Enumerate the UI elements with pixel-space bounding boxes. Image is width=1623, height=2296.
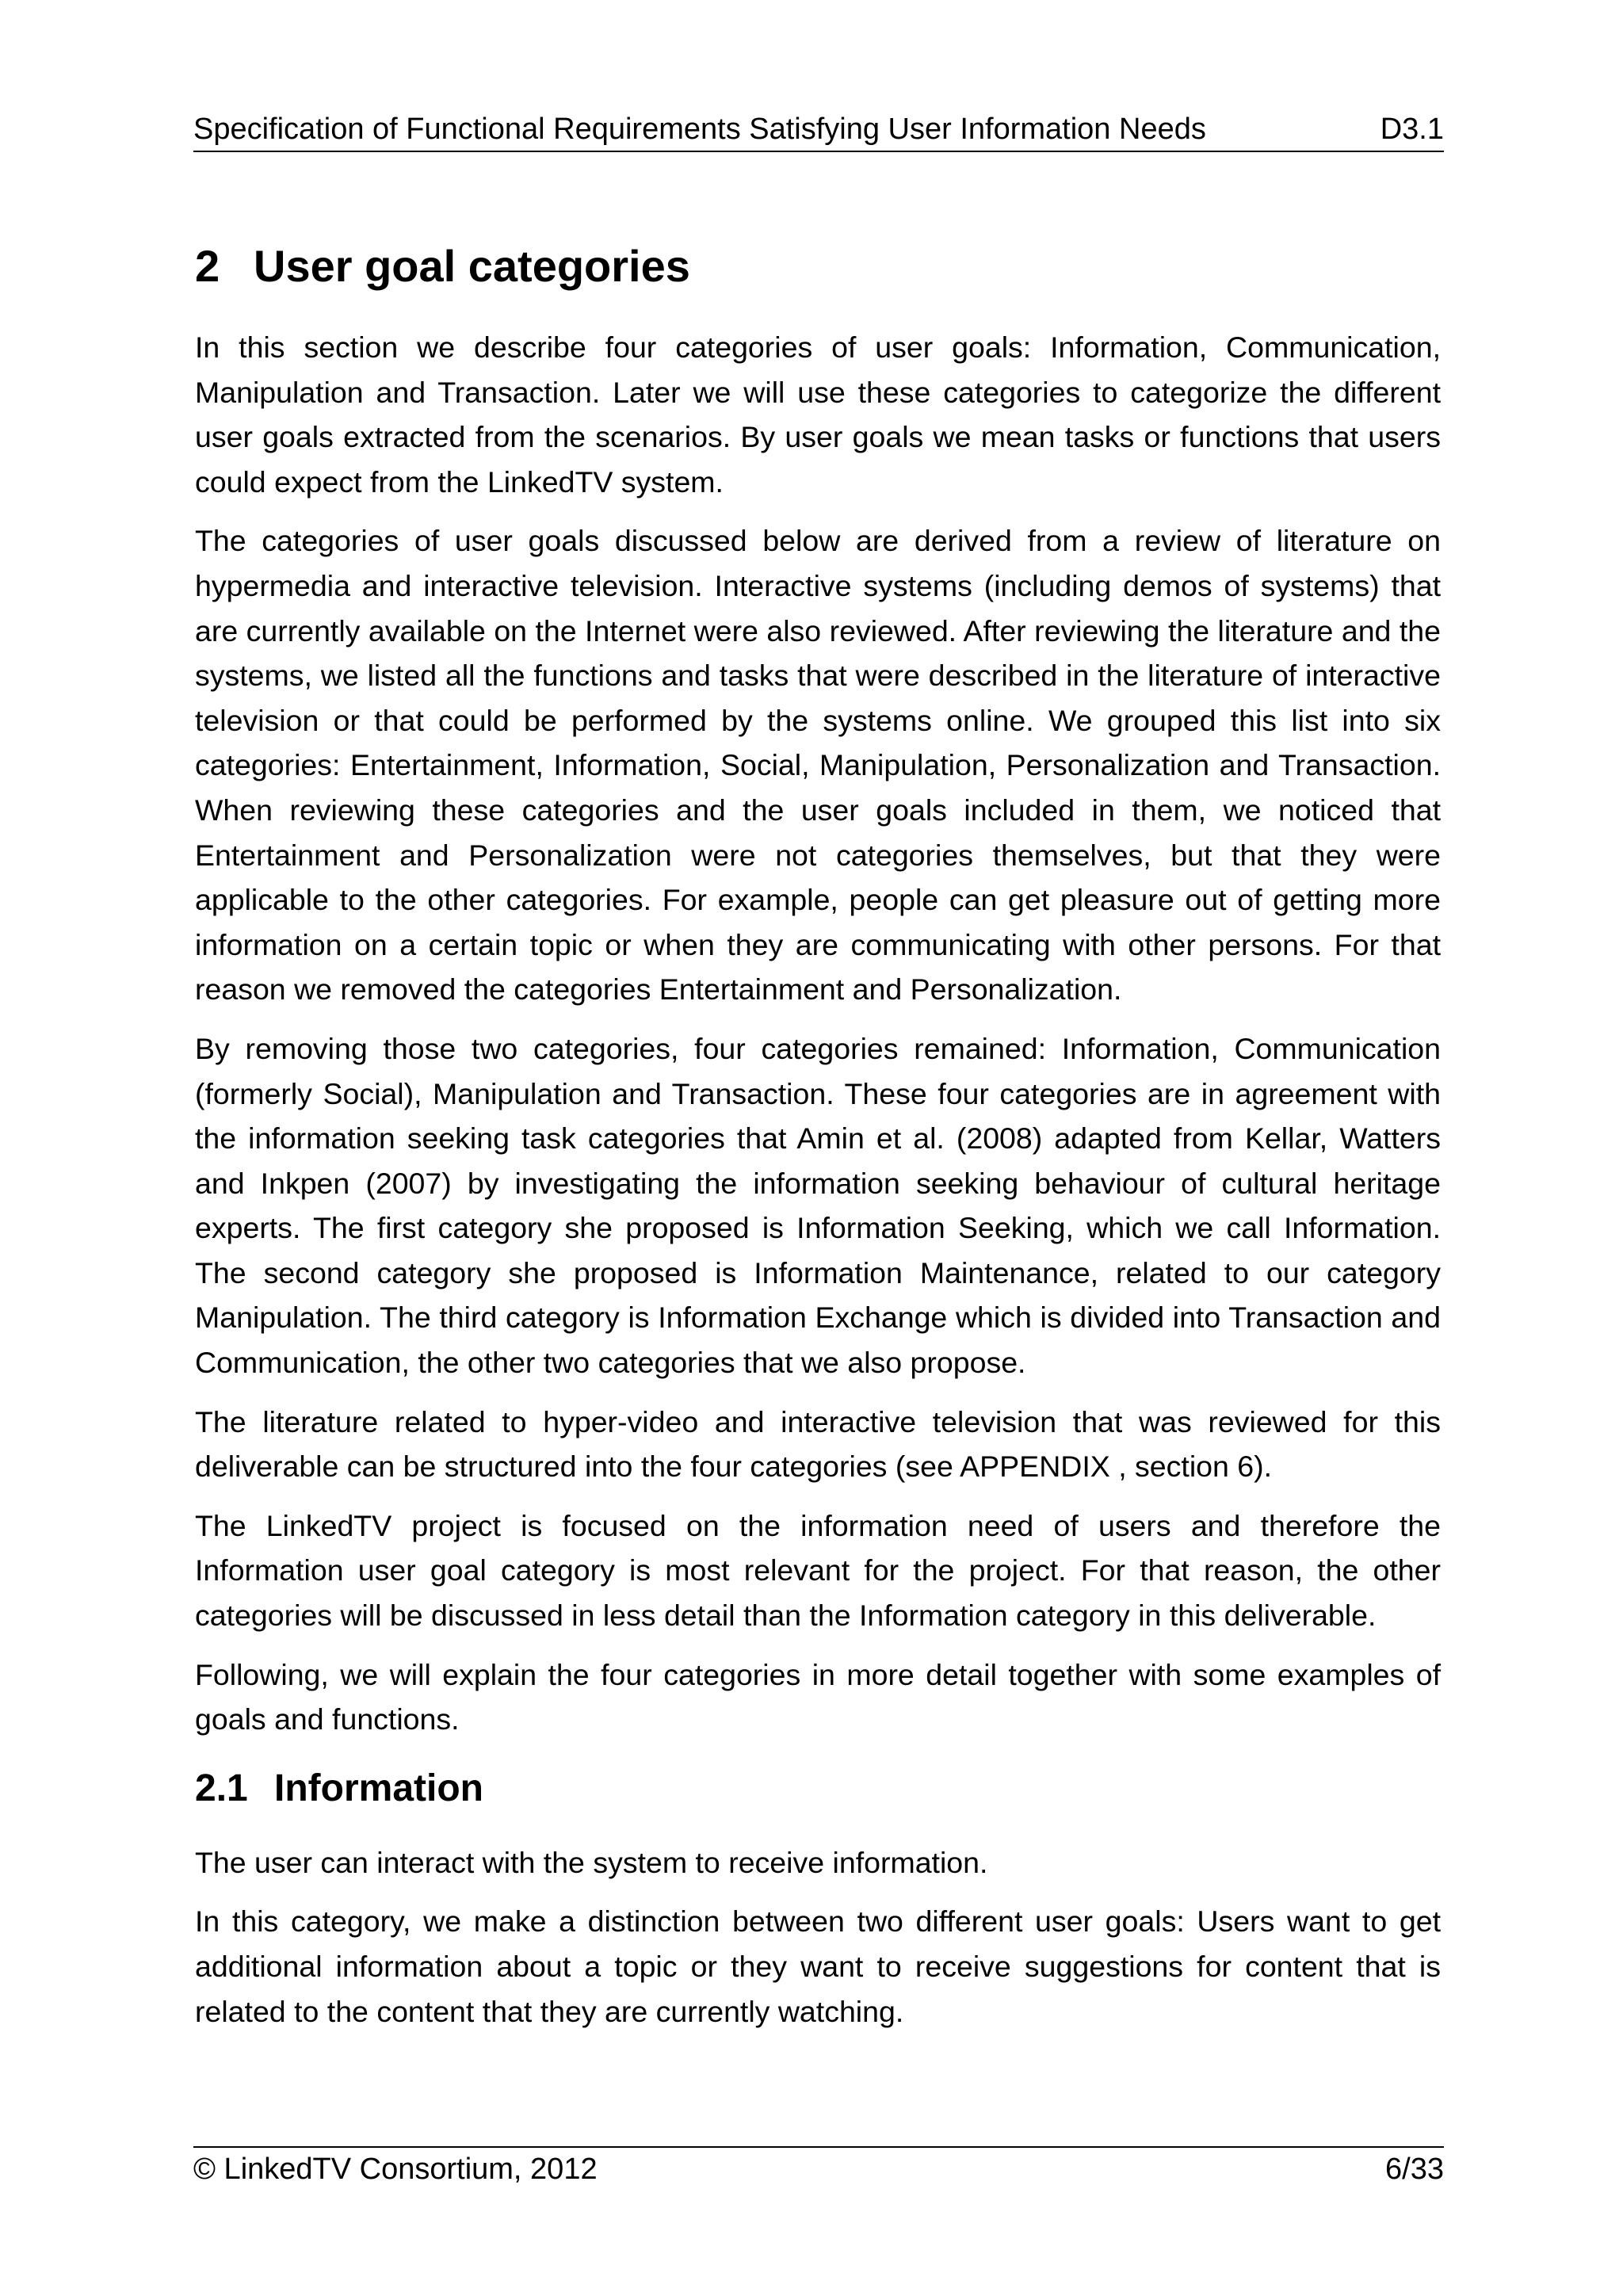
footer-copyright: © LinkedTV Consortium, 2012 [193,2153,598,2186]
section-heading [195,238,1441,295]
section-paragraph: By removing those two categories, four categories remained: Information, Communication (formerly Social), Manipulation and Transaction. These four categories are in agreement with the information seeking task categories that Amin et al. (2008) adapted from Kellar, Watters and Inkpen (2007) by investigating the information seeking behaviour of cultural heritage experts. The first category she proposed is Information Seeking, which we call Information. The second category she proposed is Information Maintenance, related to our category Manipulation. The third category is Information Exchange which is divided into Transaction and Communication, the other two categories that we also propose. [195,1031,1441,1380]
subsection-paragraph: The user can interact with the system to receive information. [195,1845,988,1879]
section-paragraph: In this section we describe four categories of user goals: Information, Communication, Manipulation and Transaction. Later we will use these categories to categorize the different user goals extracted from the scenarios. By user goals we mean tasks or functions that users could expect from the LinkedTV system. [195,330,1441,499]
page-content [195,238,1441,2048]
header-doc-id: D3.1 [1380,113,1444,146]
page-footer [193,2146,1444,2189]
subsection-number: 2.1 [195,1767,248,1809]
footer-page-number: 6/33 [1385,2153,1444,2186]
subsection-paragraph: In this category, we make a distinction between two different user goals: Users want to get additional information about a topic or they want to receive suggestions for content that is related to the content that they are currently watching. [195,1904,1441,2028]
header-title: Specification of Functional Requirements Satisfying User Information Needs [193,113,1206,146]
subsection-title: Information [274,1767,483,1809]
section-title: User goal categories [254,241,690,291]
page-header [193,109,1444,152]
section-paragraph: The literature related to hyper-video and interactive television that was reviewed for this deliverable can be structured into the four categories (see APPENDIX , section 6). [195,1404,1441,1484]
section-number: 2 [195,241,220,291]
section-paragraph: The categories of user goals discussed below are derived from a review of literature on hypermedia and interactive television. Interactive systems (including demos of systems) that are currently available on the Internet were also reviewed. After reviewing the literature and the systems, we listed all the functions and tasks that were described in the literature of interactive television or that could be performed by the systems online. We grouped this list into six categories: Entertainment, Information, Social, Manipulation, Personalization and Transaction. When reviewing these categories and the user goals included in them, we noticed that Entertainment and Personalization were not categories themselves, but that they were applicable to the other categories. For example, people can get pleasure out of getting more information on a certain topic or when they are communicating with other persons. For that reason we removed the categories Entertainment and Personalization. [195,524,1441,1007]
subsection-heading [195,1764,1441,1813]
section-paragraph: The LinkedTV project is focused on the information need of users and therefore the Information user goal category is most relevant for the project. For that reason, the other categories will be discussed in less detail than the Information category in this deliverable. [195,1508,1441,1633]
section-paragraph: Following, we will explain the four categories in more detail together with some examples of goals and functions. [195,1657,1441,1736]
